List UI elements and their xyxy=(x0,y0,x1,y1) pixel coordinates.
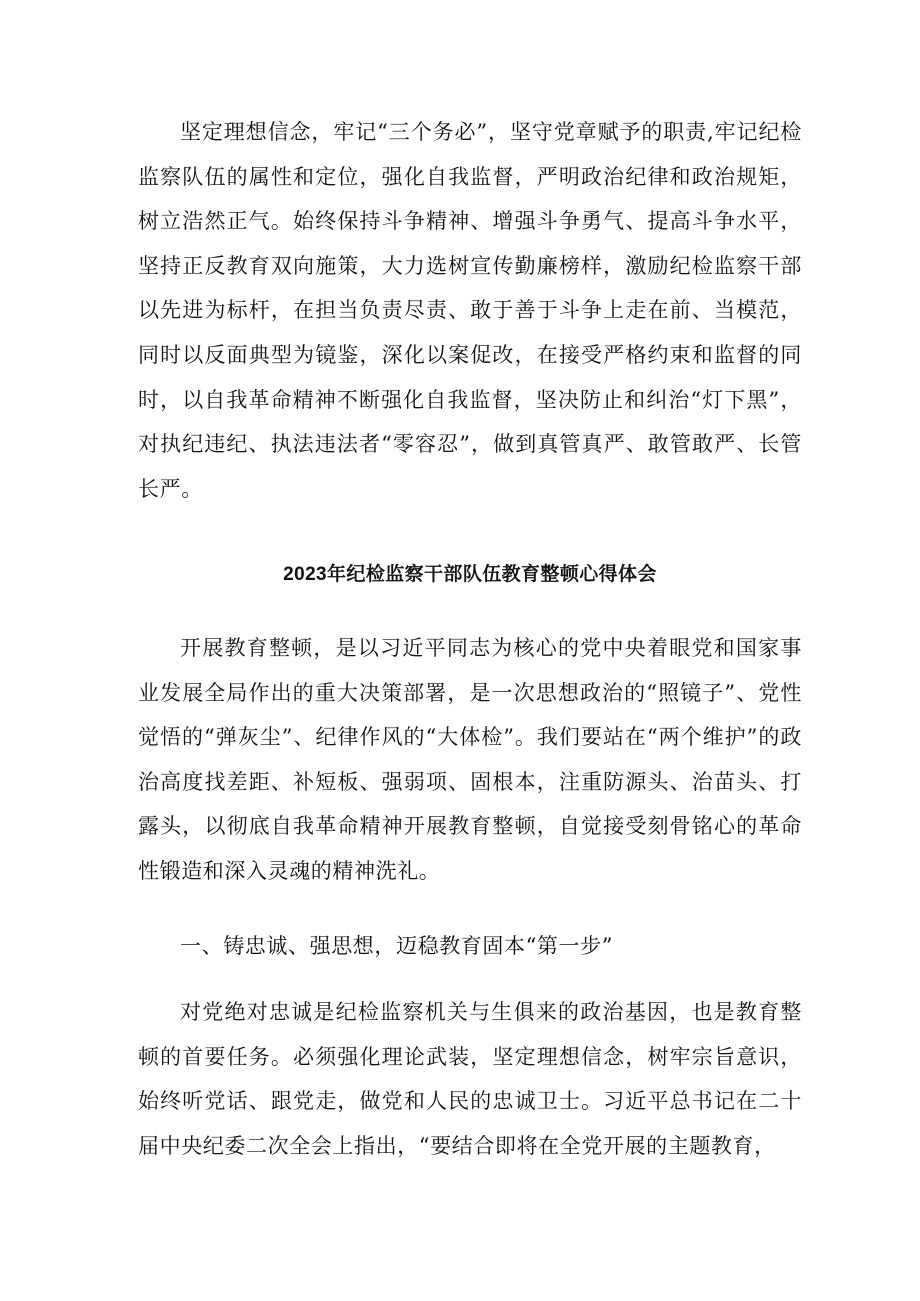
body-paragraph: 坚定理想信念，牢记“三个务必”，坚守党章赋予的职责,牢记纪检监察队伍的属性和定位，强化自我监督，严明政治纪律和政治规矩，树立浩然正气。始终保持斗争精神、增强斗争勇气、提高斗争水平，坚持正反教育双向施策，大力选树宣传勤廉榜样，激励纪检监察干部以先进为标杆，在担当负责尽责、敢于善于斗争上走在前、当模范，同时以反面典型为镜鉴，深化以案促改，在接受严格约束和监督的同时，以自我革命精神不断强化自我监督，坚决防止和纠治“灯下黑”，对执纪违纪、执法违法者“零容忍”，做到真管真严、敢管敢严、长管长严。 xyxy=(138,120,802,501)
section-heading: 一、铸忠诚、强思想，迈稳教育固本“第一步” xyxy=(180,934,614,958)
body-paragraph: 开展教育整顿，是以习近平同志为核心的党中央着眼党和国家事业发展全局作出的重大决策部署，是一次思想政治的“照镜子”、党性觉悟的“弹灰尘”、纪律作风的“大体检”。我们要站在“两个维护”的政治高度找差距、补短板、强弱项、固根本，注重防源头、治苗头、打露头，以彻底自我革命精神开展教育整顿，自觉接受刻骨铭心的革命性锻造和深入灵魂的精神洗礼。 xyxy=(138,636,802,883)
body-paragraph: 对党绝对忠诚是纪检监察机关与生俱来的政治基因，也是教育整顿的首要任务。必须强化理论武装，坚定理想信念，树牢宗旨意识，始终听党话、跟党走，做党和人民的忠诚卫士。习近平总书记在二十届中央纪委二次全会上指出，“要结合即将在全党开展的主题教育， xyxy=(138,1000,802,1158)
document-title: 2023年纪检监察干部队伍教育整顿心得体会 xyxy=(283,564,657,585)
